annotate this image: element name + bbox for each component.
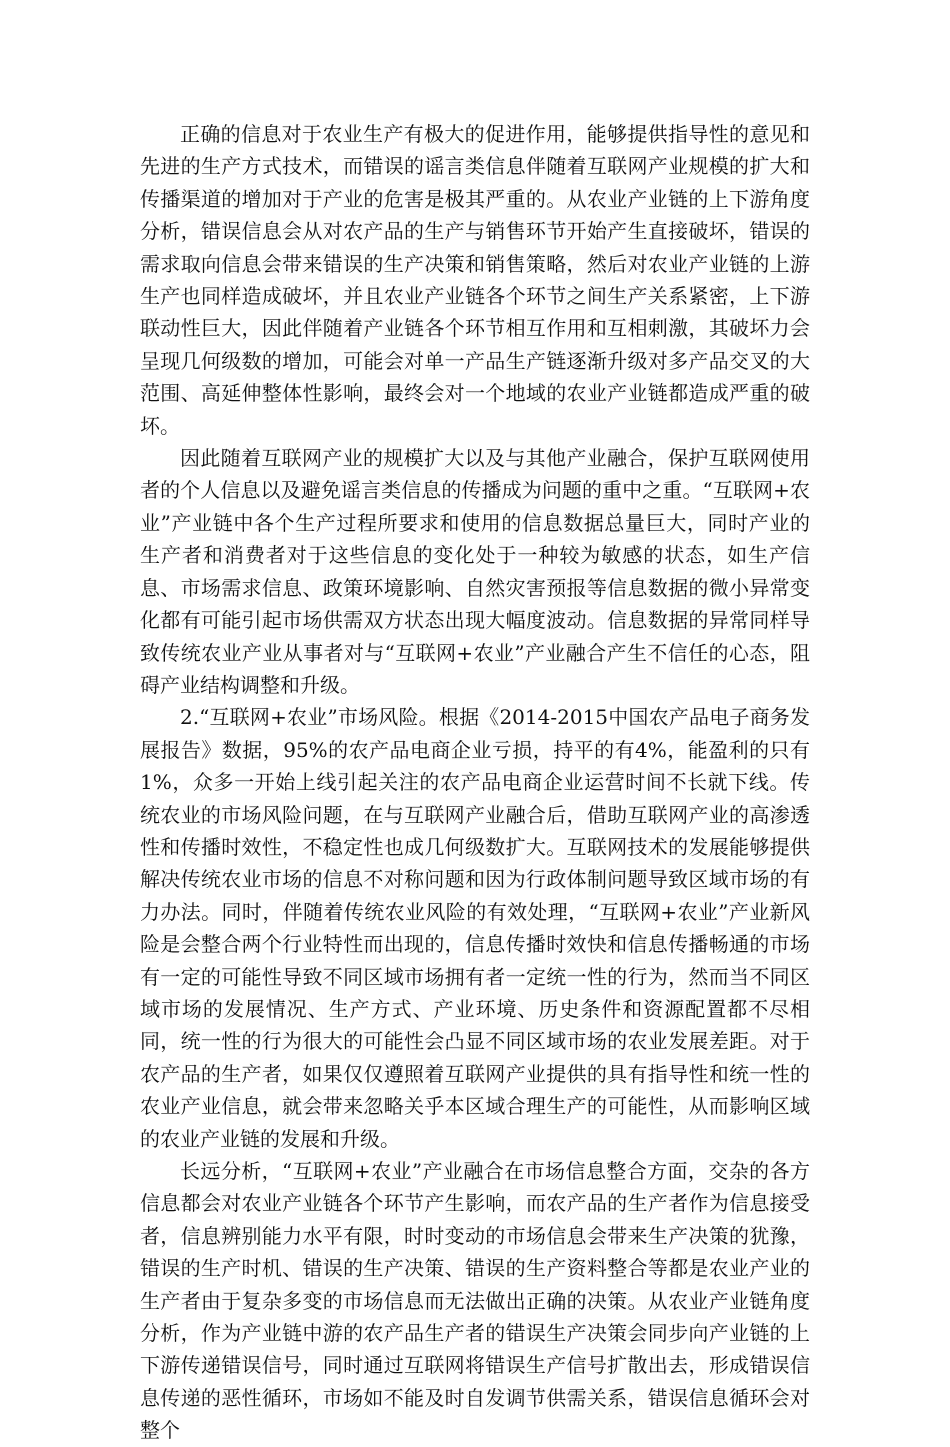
paragraph-information-protection: 因此随着互联网产业的规模扩大以及与其他产业融合，保护互联网使用者的个人信息以及避免谣言类信息的传播成为问题的重中之重。“互联网+农业”产业链中各个生产过程所要求和使用的信息数据总量巨大，同时产业的生产者和消费者对于这些信息的变化处于一种较为敏感的状态，如生产信息、市场需求信息、政策环境影响、自然灾害预报等信息数据的微小异常变化都有可能引起市场供需双方状态出现大幅度波动。信息数据的异常同样导致传统农业产业从事者对与“互联网+农业”产业融合产生不信任的心态，阻碍产业结构调整和升级。 — [140, 446, 810, 697]
paragraph-market-risk: 2.“互联网+农业”市场风险。根据《2014-2015中国农产品电子商务发展报告》数据，95%的农产品电商企业亏损，持平的有4%，能盈利的只有1%，众多一开始上线引起关注的农产品电商企业运营时间不长就下线。传统农业的市场风险问题，在与互联网产业融合后，借助互联网产业的高渗透性和传播时效性，不稳定性也成几何级数扩大。互联网技术的发展能够提供解决传统农业市场的信息不对称问题和因为行政体制问题导致区域市场的有力办法。同时，伴随着传统农业风险的有效处理，“互联网+农业”产业新风险是会整合两个行业特性而出现的，信息传播时效快和信息传播畅通的市场有一定的可能性导致不同区域市场拥有者一定统一性的行为，然而当不同区域市场的发展情况、生产方式、产业环境、历史条件和资源配置都不尽相同，统一性的行为很大的可能性会凸显不同区域市场的农业发展差距。对于农产品的生产者，如果仅仅遵照着互联网产业提供的具有指导性和统一性的农业产业信息，就会带来忽略关乎本区域合理生产的可能性，从而影响区域的农业产业链的发展和升级。 — [140, 705, 810, 1151]
paragraph-long-term-analysis: 长远分析，“互联网+农业”产业融合在市场信息整合方面，交杂的各方信息都会对农业产业链各个环节产生影响，而农产品的生产者作为信息接受者，信息辨别能力水平有限，时时变动的市场信息会带来生产决策的犹豫，错误的生产时机、错误的生产决策、错误的生产资料整合等都是农业产业的生产者由于复杂多变的市场信息而无法做出正确的决策。从农业产业链角度分析，作为产业链中游的农产品生产者的错误生产决策会同步向产业链的上下游传递错误信号，同时通过互联网将错误生产信号扩散出去，形成错误信息传递的恶性循环，市场如不能及时自发调节供需关系，错误信息循环会对整个 — [140, 1159, 810, 1443]
paragraph-misinformation-harm: 正确的信息对于农业生产有极大的促进作用，能够提供指导性的意见和先进的生产方式技术，而错误的谣言类信息伴随着互联网产业规模的扩大和传播渠道的增加对于产业的危害是极其严重的。从农业产业链的上下游角度分析，错误信息会从对农产品的生产与销售环节开始产生直接破坏，错误的需求取向信息会带来错误的生产决策和销售策略，然后对农业产业链的上游生产也同样造成破坏，并且农业产业链各个环节之间生产关系紧密，上下游联动性巨大，因此伴随着产业链各个环节相互作用和互相刺激，其破坏力会呈现几何级数的增加，可能会对单一产品生产链逐渐升级对多产品交叉的大范围、高延伸整体性影响，最终会对一个地域的农业产业链都造成严重的破坏。 — [140, 122, 810, 438]
document-page — [140, 118, 810, 1447]
